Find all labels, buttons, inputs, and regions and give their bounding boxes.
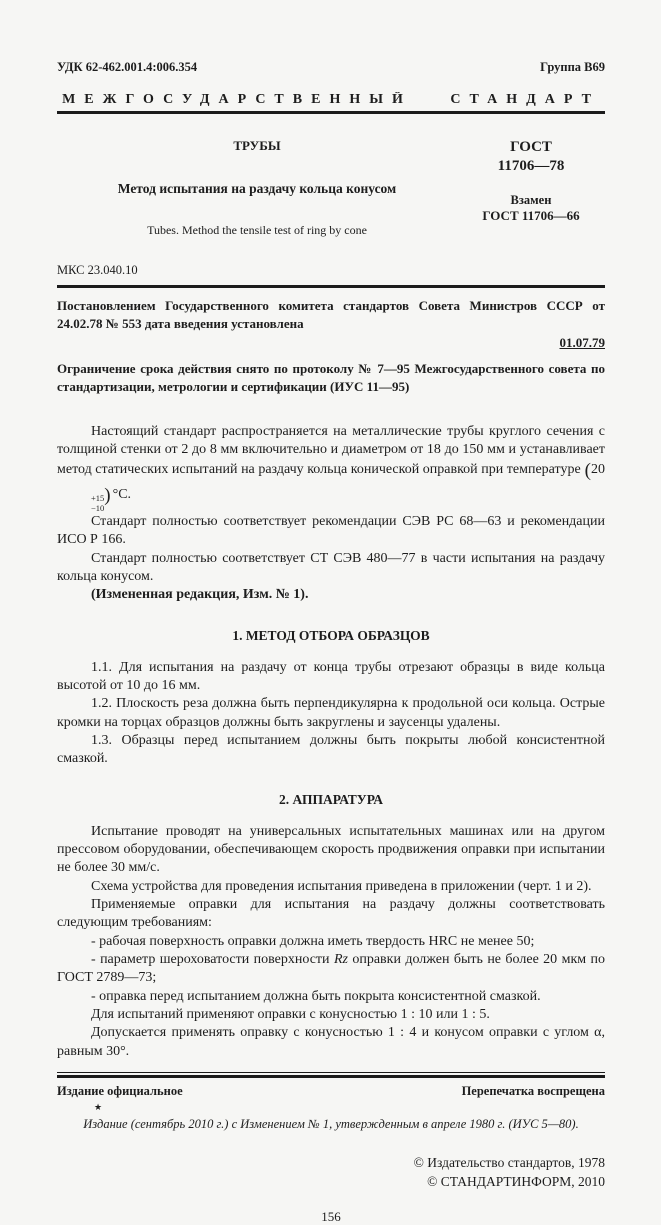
rz-after: оправки должен быть не более 20 мкм по ГОСТ 2789—73; <box>57 951 605 986</box>
gost-number: 11706—78 <box>497 157 565 174</box>
official-edition-label: Издание официальное <box>57 1083 183 1098</box>
limitation-paragraph: Ограничение срока действия снято по протоколу № 7—95 Межгосударственного совета по стандартизации, метрологии и сертификации (ИУС 11—95) <box>57 360 605 394</box>
section-2-paragraph-1: Испытание проводят на универсальных испытательных машинах или на другом прессовом оборудовании, обеспечивающем скорость продвижения оправки при испытании не более 30 мм/с. <box>57 823 605 876</box>
section-2-requirement-2 <box>57 951 605 988</box>
footnote-star-icon: ★ <box>94 1101 103 1112</box>
formula-sub: −10 <box>91 502 105 513</box>
intro-paragraph-4: (Измененная редакция, Изм. № 1). <box>91 587 309 603</box>
intro-paragraph-2: Стандарт полностью соответствует рекомендации СЭВ РС 68—63 и рекомендации ИСО Р 166. <box>57 513 605 548</box>
title-block <box>57 138 605 238</box>
section-2-paragraph-3: Применяемые оправки для испытания на раздачу должны соответствовать следующим требованиям: <box>57 896 605 931</box>
effective-date: 01.07.79 <box>559 334 605 350</box>
section-2-heading: 2. АППАРАТУРА <box>279 791 383 807</box>
section-2-requirement-1: - рабочая поверхность оправки должна иметь твердость HRC не менее 50; <box>91 933 535 949</box>
section-2-body <box>57 823 605 1061</box>
replaces-label: Взамен <box>510 192 552 207</box>
rz-symbol: Rz <box>333 951 348 967</box>
copyright-line-1: © Издательство стандартов, 1978 <box>413 1154 605 1170</box>
doc-title-ru: ТРУБЫ <box>233 138 281 153</box>
formula-open-paren: ( <box>584 460 591 482</box>
clause-1-2: 1.2. Плоскость реза должна быть перпендикулярна к продольной оси кольца. Острые кромки на торцах образцов должны быть закруглены и заусенцы удалены. <box>57 696 605 730</box>
footer-row <box>57 1084 605 1099</box>
title-left-column <box>57 138 457 238</box>
rz-before: - параметр шероховатости поверхности <box>91 951 334 967</box>
section-2-paragraph-5: Допускается применять оправку с конусностью 1 : 4 и конусом оправки с углом α, равным 30°. <box>57 1025 605 1059</box>
section-2-paragraph-2: Схема устройства для проведения испытания приведена в приложении (черт. 1 и 2). <box>91 878 592 894</box>
mks-rule <box>57 285 605 288</box>
formula-base: 20 <box>591 462 605 478</box>
introduction <box>57 423 605 605</box>
udk-code: УДК 62-462.001.4:006.354 <box>57 60 198 74</box>
formula-tolerance <box>57 494 104 513</box>
section-2-paragraph-4: Для испытаний применяют оправки с конусностью 1 : 10 или 1 : 5. <box>91 1006 490 1022</box>
section-1-heading: 1. МЕТОД ОТБОРА ОБРАЗЦОВ <box>232 627 430 643</box>
doc-subtitle-ru: Метод испытания на раздачу кольца конусом <box>117 181 397 196</box>
edition-note: Издание (сентябрь 2010 г.) с Изменением № 1, утвержденным в апреле 1980 г. (ИУС 5—80). <box>83 1116 579 1131</box>
meta-row <box>57 60 605 75</box>
standard-banner: МЕЖГОСУДАРСТВЕННЫЙ СТАНДАРТ <box>62 92 600 107</box>
copyright-block <box>57 1153 605 1192</box>
footer-double-rule <box>57 1072 605 1078</box>
formula-unit: °С. <box>112 487 132 503</box>
section-1-body <box>57 659 605 769</box>
reprint-prohibited-label: Перепечатка воспрещена <box>461 1083 605 1098</box>
section-2-requirement-3: - оправка перед испытанием должна быть покрыта консистентной смазкой. <box>91 988 541 1004</box>
decree-paragraph: Постановлением Государственного комитета стандартов Совета Министров СССР от 24.02.78 № 553 дата введения установлена <box>57 298 605 331</box>
gost-number-block <box>457 138 605 238</box>
copyright-line-2: © СТАНДАРТИНФОРМ, 2010 <box>427 1174 605 1190</box>
group-code: Группа В69 <box>540 60 605 74</box>
doc-title-en: Tubes. Method the tensile test of ring by cone <box>147 223 367 237</box>
replaces-number: ГОСТ 11706—66 <box>482 207 580 223</box>
intro-paragraph-1 <box>57 423 605 513</box>
clause-1-1: 1.1. Для испытания на раздачу от конца трубы отрезают образцы в виде кольца высотой от 10 до 16 мм. <box>57 659 605 693</box>
mks-code: МКС 23.040.10 <box>57 263 138 277</box>
formula-close-paren: ) <box>104 485 111 507</box>
clause-1-3: 1.3. Образцы перед испытанием должны быть покрыты любой консистентной смазкой. <box>57 732 605 767</box>
gost-label: ГОСТ <box>510 139 552 155</box>
banner-rule <box>57 111 605 114</box>
intro-paragraph-1-text: Настоящий стандарт распространяется на металлические трубы круглого сечения с толщиной стенки от 2 до 8 мм включительно и диаметром от 18 до 150 мм и устанавливает метод статических испытаний на раздачу кольца конической оправкой при температуре <box>57 423 605 478</box>
page-number: 156 <box>321 1208 341 1224</box>
formula-sup: +15 <box>91 493 105 504</box>
intro-paragraph-3: Стандарт полностью соответствует СТ СЭВ 480—77 в части испытания на раздачу кольца конусом. <box>57 550 605 584</box>
